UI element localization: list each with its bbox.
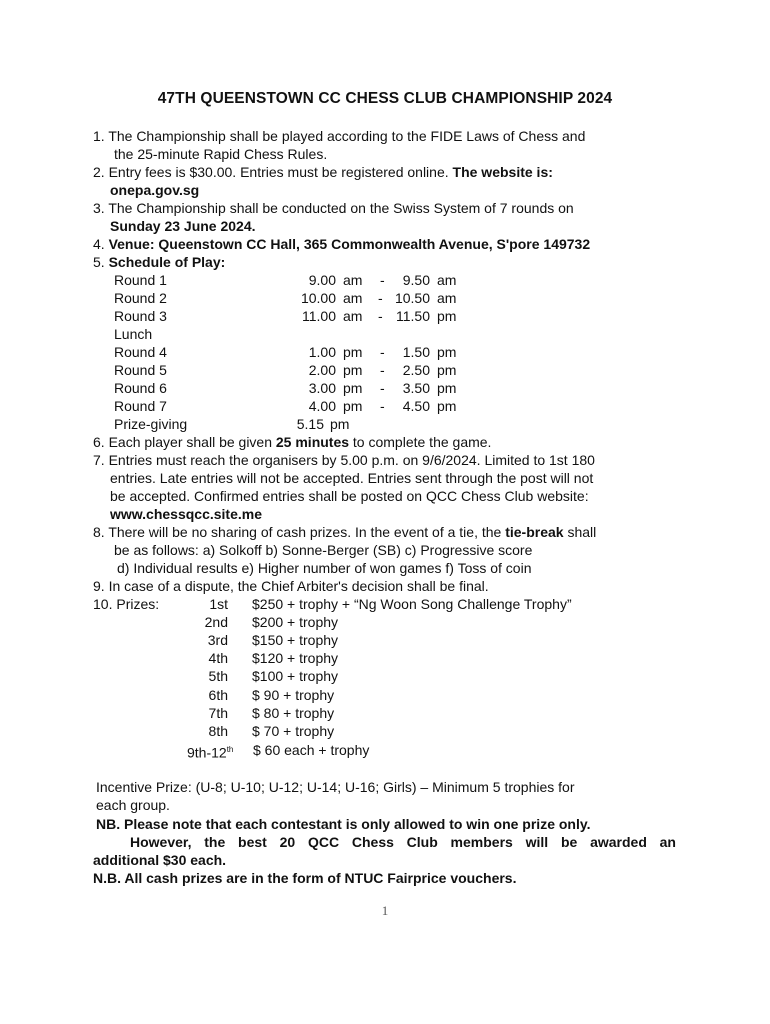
prize-desc: $250 + trophy + “Ng Woon Song Challenge Trophy” — [252, 596, 572, 612]
schedule-end: 11.50 — [396, 308, 430, 324]
prize-place: 3rd — [207, 632, 228, 648]
schedule-dash: - — [378, 308, 383, 324]
page-number: 1 — [381, 903, 389, 918]
schedule-start: 5.15 — [296, 416, 324, 432]
rule-7-line-3: be accepted. Confirmed entries shall be posted on QCC Chess Club website: — [110, 488, 589, 504]
prize-desc: $200 + trophy — [252, 614, 339, 630]
schedule-start: 10.00 — [300, 290, 336, 306]
rule-6 — [93, 433, 491, 451]
schedule-end-ampm: am — [437, 272, 457, 288]
rule-4-venue-text: Venue: Queenstown CC Hall, 365 Commonwealth Avenue, S'pore 149732 — [108, 236, 591, 252]
prize-place: 5th — [208, 668, 228, 684]
rule-2-line-1 — [93, 163, 553, 181]
schedule-start: 2.00 — [308, 362, 336, 378]
rule-8-post: shall — [563, 524, 597, 540]
schedule-end: 3.50 — [402, 380, 430, 396]
prize-place: 7th — [208, 705, 228, 721]
schedule-start: 3.00 — [308, 380, 336, 396]
nb-members-line-2: additional $30 each. — [93, 852, 227, 868]
schedule-dash: - — [380, 398, 385, 414]
rule-4-num: 4. — [93, 236, 109, 252]
prize-desc: $ 90 + trophy — [252, 687, 335, 703]
rule-3-line-1: 3. The Championship shall be conducted on the Swiss System of 7 rounds on — [93, 200, 574, 216]
rule-3-date-text: Sunday 23 June 2024. — [110, 218, 256, 234]
schedule-end: 4.50 — [402, 398, 430, 414]
rule-8-line-2: be as follows: a) Solkoff b) Sonne-Berger (SB) c) Progressive score — [114, 542, 533, 558]
prize-desc: $120 + trophy — [252, 650, 339, 666]
rule-4-venue — [93, 235, 590, 253]
prize-desc: $ 70 + trophy — [252, 723, 335, 739]
rule-1-line-2: the 25-minute Rapid Chess Rules. — [114, 146, 328, 162]
website-chessqcc — [110, 505, 262, 523]
website-onepa — [110, 181, 199, 199]
incentive-line-2: each group. — [96, 797, 170, 813]
nb-one-prize: NB. Please note that each contestant is only allowed to win one prize only. — [96, 816, 591, 832]
prize-desc: $ 80 + trophy — [252, 705, 335, 721]
rule-8-pre: 8. There will be no sharing of cash prizes. In the event of a tie, the — [93, 524, 506, 540]
schedule-start-ampm: am — [343, 290, 363, 306]
rule-8-bold: tie-break — [505, 524, 564, 540]
rule-5-heading-text: Schedule of Play: — [108, 254, 226, 270]
website-chessqcc-text: www.chessqcc.site.me — [110, 506, 262, 522]
schedule-end-ampm: pm — [437, 344, 457, 360]
rule-8-line-1 — [93, 523, 596, 541]
schedule-dash: - — [378, 290, 383, 306]
rule-6-post: to complete the game. — [349, 434, 492, 450]
schedule-start: 9.00 — [308, 272, 336, 288]
schedule-end-ampm: pm — [437, 308, 457, 324]
schedule-start-ampm: pm — [343, 398, 363, 414]
schedule-end: 2.50 — [402, 362, 430, 378]
schedule-end-ampm: am — [437, 290, 457, 306]
prize-place: 6th — [208, 687, 228, 703]
prize-place: 4th — [208, 650, 228, 666]
schedule-end-ampm: pm — [437, 362, 457, 378]
schedule-start-ampm: pm — [343, 362, 363, 378]
prize-place: 2nd — [204, 614, 228, 630]
rule-1-line-1: 1. The Championship shall be played according to the FIDE Laws of Chess and — [93, 128, 586, 144]
schedule-start-ampm: pm — [330, 416, 350, 432]
schedule-end: 1.50 — [402, 344, 430, 360]
schedule-event: Round 4 — [114, 344, 167, 360]
prize-desc: $150 + trophy — [252, 632, 339, 648]
schedule-event: Round 5 — [114, 362, 167, 378]
prize-place — [187, 741, 233, 762]
schedule-event: Round 3 — [114, 308, 167, 324]
prize-place: 8th — [208, 723, 228, 739]
schedule-event: Round 2 — [114, 290, 167, 306]
nb-members-line-1: However, the best 20 QCC Chess Club members will be awarded an — [130, 834, 676, 850]
rule-7-line-1: 7. Entries must reach the organisers by 5.00 p.m. on 9/6/2024. Limited to 1st 180 — [93, 452, 595, 468]
schedule-dash: - — [380, 380, 385, 396]
rule-2-bold: The website is: — [452, 164, 553, 180]
schedule-event: Round 6 — [114, 380, 167, 396]
schedule-dash: - — [380, 272, 385, 288]
rule-10-label: 10. Prizes: — [93, 596, 160, 612]
prize-place: 1st — [209, 596, 228, 612]
schedule-start: 1.00 — [308, 344, 336, 360]
rule-5-schedule-heading — [93, 253, 225, 271]
rule-8-line-3: d) Individual results e) Higher number of won games f) Toss of coin — [117, 560, 532, 576]
schedule-dash: - — [380, 362, 385, 378]
schedule-start: 4.00 — [308, 398, 336, 414]
website-onepa-text: onepa.gov.sg — [110, 182, 200, 198]
rule-9: 9. In case of a dispute, the Chief Arbiter's decision shall be final. — [93, 578, 489, 594]
schedule-start-ampm: pm — [343, 344, 363, 360]
prize-desc: $100 + trophy — [252, 668, 339, 684]
prize-desc: $ 60 each + trophy — [253, 742, 370, 758]
rule-6-pre: 6. Each player shall be given — [93, 434, 276, 450]
schedule-end-ampm: pm — [437, 380, 457, 396]
schedule-event: Round 1 — [114, 272, 167, 288]
schedule-end-ampm: pm — [437, 398, 457, 414]
rule-2-text: 2. Entry fees is $30.00. Entries must be registered online. — [93, 164, 453, 180]
rule-7-line-2: entries. Late entries will not be accepted. Entries sent through the post will not — [110, 470, 594, 486]
schedule-event: Round 7 — [114, 398, 167, 414]
schedule-start-ampm: am — [343, 308, 363, 324]
schedule-start-ampm: am — [343, 272, 363, 288]
schedule-event: Lunch — [114, 326, 153, 342]
incentive-line-1: Incentive Prize: (U-8; U-10; U-12; U-14; U-16; Girls) – Minimum 5 trophies for — [96, 779, 575, 795]
nb-vouchers: N.B. All cash prizes are in the form of NTUC Fairprice vouchers. — [93, 870, 517, 886]
schedule-end: 10.50 — [394, 290, 430, 306]
schedule-dash: - — [380, 344, 385, 360]
rule-5-num: 5. — [93, 254, 109, 270]
schedule-start-ampm: pm — [343, 380, 363, 396]
schedule-end: 9.50 — [402, 272, 430, 288]
prize-place-sup: th — [226, 745, 234, 754]
document-title: 47TH QUEENSTOWN CC CHESS CLUB CHAMPIONSHIP 2024 — [157, 90, 613, 107]
rule-6-bold: 25 minutes — [275, 434, 350, 450]
prize-place-main: 9th-12 — [187, 744, 227, 761]
schedule-start: 11.00 — [302, 308, 336, 324]
schedule-event: Prize-giving — [114, 416, 188, 432]
rule-3-date — [110, 217, 256, 235]
